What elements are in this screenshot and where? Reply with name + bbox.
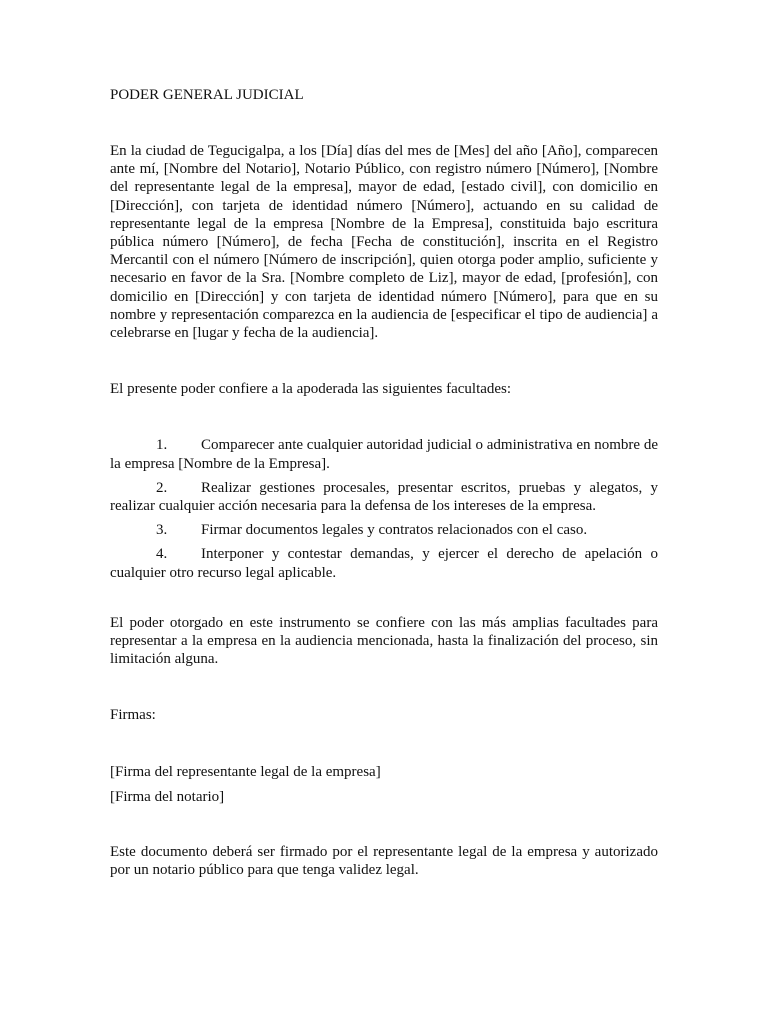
- list-item: [110, 521, 658, 539]
- facultades-intro-paragraph: El presente poder confiere a la apoderada las siguientes facultades:: [110, 381, 512, 398]
- otorgado-paragraph: El poder otorgado en este instrumento se confiere con las más amplias facultades para representar a la empresa en la audiencia mencionada, hasta la finalización del proceso, sin limitación alguna.: [110, 614, 658, 668]
- list-item-text: Interponer y contestar demandas, y ejercer el derecho de apelación o cualquier otro recurso legal aplicable.: [110, 546, 658, 581]
- list-item-number: 1.: [156, 437, 168, 454]
- document-page: [110, 86, 658, 879]
- list-item-text: Realizar gestiones procesales, presentar escritos, pruebas y alegatos, y realizar cualquier acción necesaria para la defensa de los intereses de la empresa.: [110, 479, 658, 515]
- list-item: [110, 436, 658, 472]
- list-item-text: Firmar documentos legales y contratos relacionados con el caso.: [201, 522, 588, 539]
- list-item-text: Comparecer ante cualquier autoridad judicial o administrativa en nombre de la empresa [Nombre de la Empresa].: [110, 437, 658, 472]
- firma-notario-line: [Firma del notario]: [110, 788, 225, 805]
- firma-representante-line: [Firma del representante legal de la empresa]: [110, 763, 381, 780]
- list-item-number: 3.: [156, 522, 168, 539]
- firmas-label: Firmas:: [110, 707, 156, 724]
- document-title: PODER GENERAL JUDICIAL: [110, 87, 304, 103]
- closing-paragraph: Este documento deberá ser firmado por el representante legal de la empresa y autorizado por un notario público para que tenga validez legal.: [110, 844, 658, 879]
- intro-paragraph: En la ciudad de Tegucigalpa, a los [Día] días del mes de [Mes] del año [Año], comparecen ante mí, [Nombre del Notario], Notario Público, con registro número [Número], [Nombre del representante legal de la empresa], mayor de edad, [estado civil], con domicilio en [Dirección], con tarjeta de identidad número [Número], actuando en su calidad de representante legal de la empresa [Nombre de la Empresa], constituida bajo escritura pública número [Número], de fecha [Fecha de constitución], inscrita en el Registro Mercantil con el número [Número de inscripción], quien otorga poder amplio, suficiente y necesario en favor de la Sra. [Nombre completo de Liz], mayor de edad, [profesión], con domicilio en [Dirección] y con tarjeta de identidad número [Número], para que en su nombre y representación comparezca en la audiencia de [especificar el tipo de audiencia] a celebrarse en [lugar y fecha de la audiencia].: [110, 143, 658, 342]
- list-item: [110, 545, 658, 581]
- list-item-number: 2.: [156, 479, 168, 496]
- list-item: [110, 479, 658, 515]
- facultades-list: [110, 436, 658, 581]
- list-item-number: 4.: [156, 546, 168, 563]
